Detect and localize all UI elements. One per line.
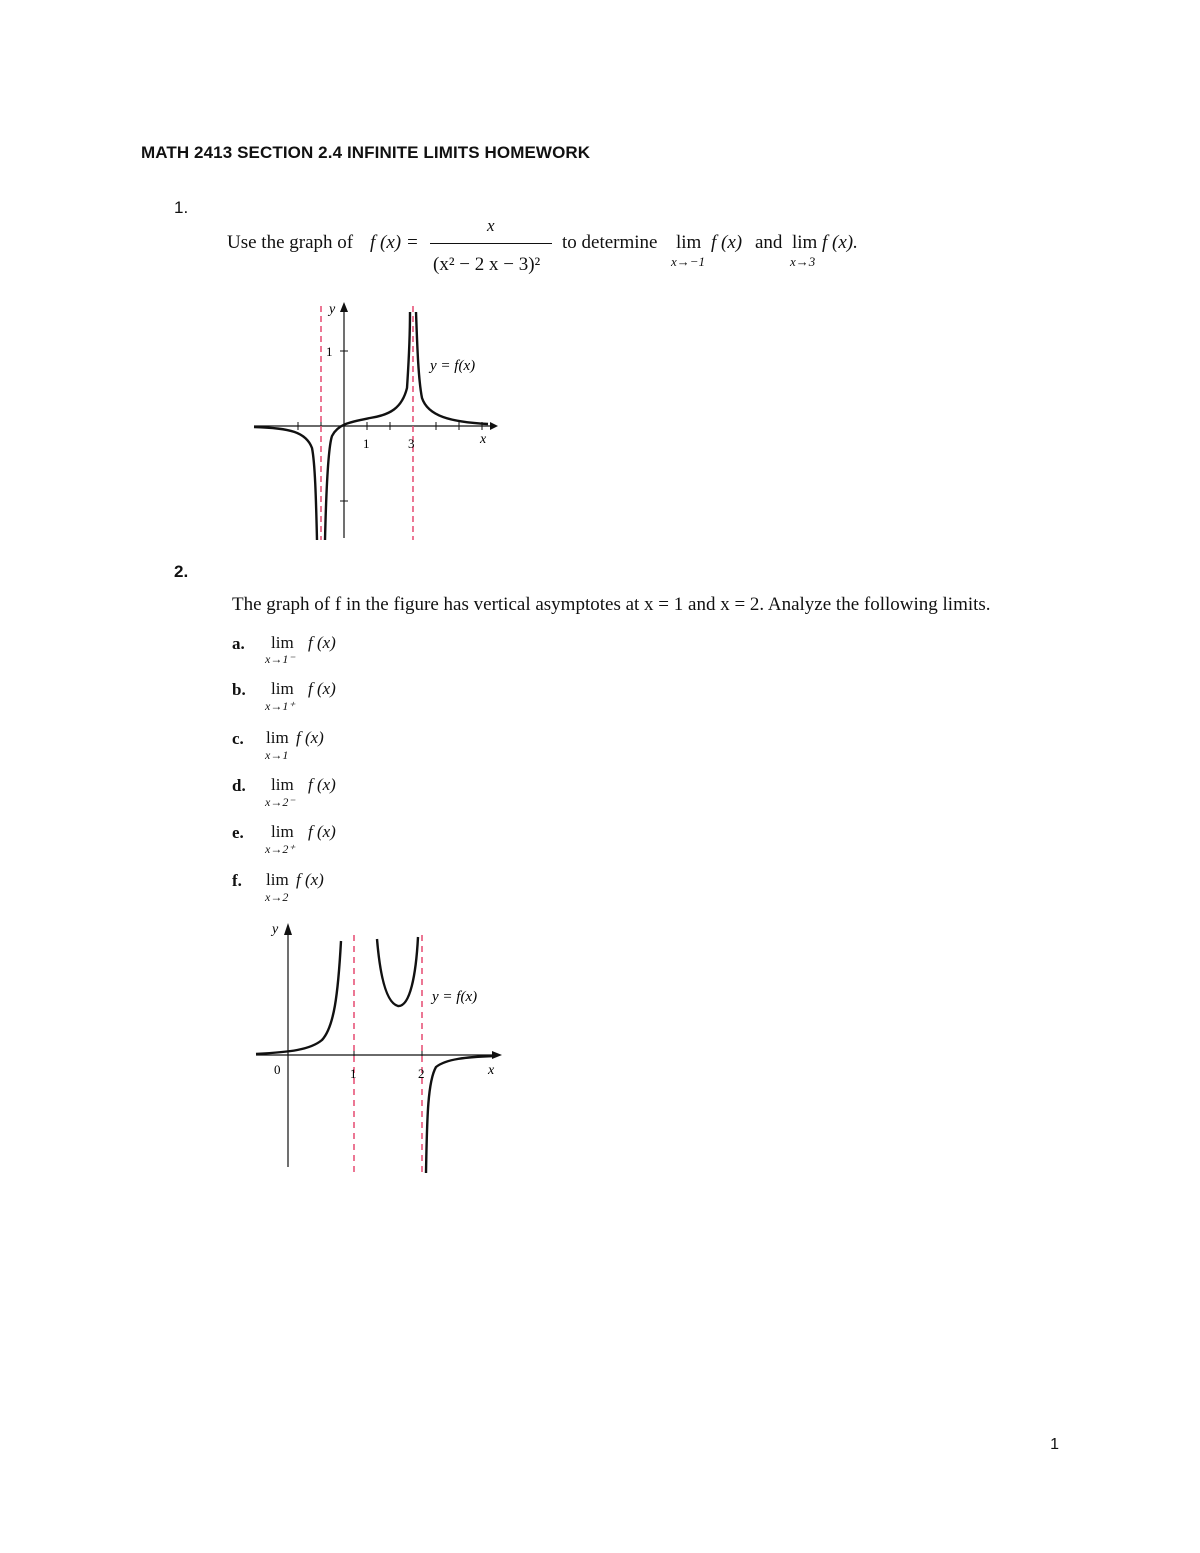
problem-1-f-x: f (x) [711,232,743,253]
curve-label: y = f(x) [432,989,478,1005]
part-f-sub: x→2 [265,890,289,904]
problem-1-text-use: Use the graph of [227,232,354,253]
part-c-expr: f (x) [296,728,324,747]
curve-label: y = f(x) [430,358,476,374]
problem-1-f-x-end: f (x). [822,232,858,253]
part-f-expr: f (x) [296,870,324,889]
x-axis-label: x [488,1063,495,1078]
part-a-sub: x→1⁻ [265,652,295,666]
x-tick-label-1: 1 [363,436,370,451]
part-d-label: d. [232,776,246,795]
part-b-sub: x→1⁺ [265,699,295,713]
part-e-label: e. [232,823,244,842]
problem-1-lim-1-sub: x→−1 [671,254,706,269]
part-e-expr: f (x) [308,822,336,841]
problem-1-lim-2: lim [792,232,818,253]
part-c-sub: x→1 [265,748,289,762]
problem-1-graph [250,298,500,542]
problem-1-text-determine: to determine [562,232,658,253]
part-f-lim: lim [266,870,289,889]
page-title: MATH 2413 SECTION 2.4 INFINITE LIMITS HOMEWORK [141,143,591,162]
curve-right-branch [426,1056,494,1173]
curve-left-branch [256,941,341,1054]
x-tick-label-2: 2 [418,1066,425,1081]
x-axis-label: x [480,432,487,447]
y-axis-label: y [272,922,279,937]
y-axis-arrow [284,923,292,935]
problem-1-number: 1. [174,198,189,217]
problem-1-lim-2-sub: x→3 [790,254,816,269]
part-f-label: f. [232,871,242,890]
origin-label: 0 [274,1062,281,1077]
part-a-label: a. [232,634,245,653]
page-number: 1 [1050,1436,1059,1453]
problem-1-and: and [755,232,783,253]
x-axis-arrow [490,422,498,430]
part-b-label: b. [232,680,246,699]
part-b-lim: lim [271,679,294,698]
part-a-expr: f (x) [308,633,336,652]
y-tick-label-1: 1 [326,344,333,359]
problem-2-intro: The graph of f in the figure has vertical asymptotes at x = 1 and x = 2. Analyze the following limits. [232,594,991,615]
problem-1-lim-1: lim [676,232,702,253]
y-axis-label: y [329,302,336,317]
problem-2-number: 2. [174,562,189,581]
part-b-expr: f (x) [308,679,336,698]
problem-1-f-of-x: f (x) = [370,232,419,253]
part-c-label: c. [232,729,244,748]
problem-1-numerator: x [487,216,495,235]
problem-2-graph [250,915,510,1177]
part-d-expr: f (x) [308,775,336,794]
part-d-lim: lim [271,775,294,794]
x-tick-label-3: 3 [408,436,415,451]
x-tick-label-1: 1 [350,1066,357,1081]
part-e-sub: x→2⁺ [265,842,295,856]
y-axis-arrow [340,302,348,312]
part-c-lim: lim [266,728,289,747]
curve-left-branch [254,427,317,540]
part-d-sub: x→2⁻ [265,795,295,809]
fraction-bar [430,243,552,244]
part-e-lim: lim [271,822,294,841]
problem-1-denominator: (x² − 2 x − 3)² [433,254,541,275]
curve-middle-branch [377,937,418,1006]
part-a-lim: lim [271,633,294,652]
